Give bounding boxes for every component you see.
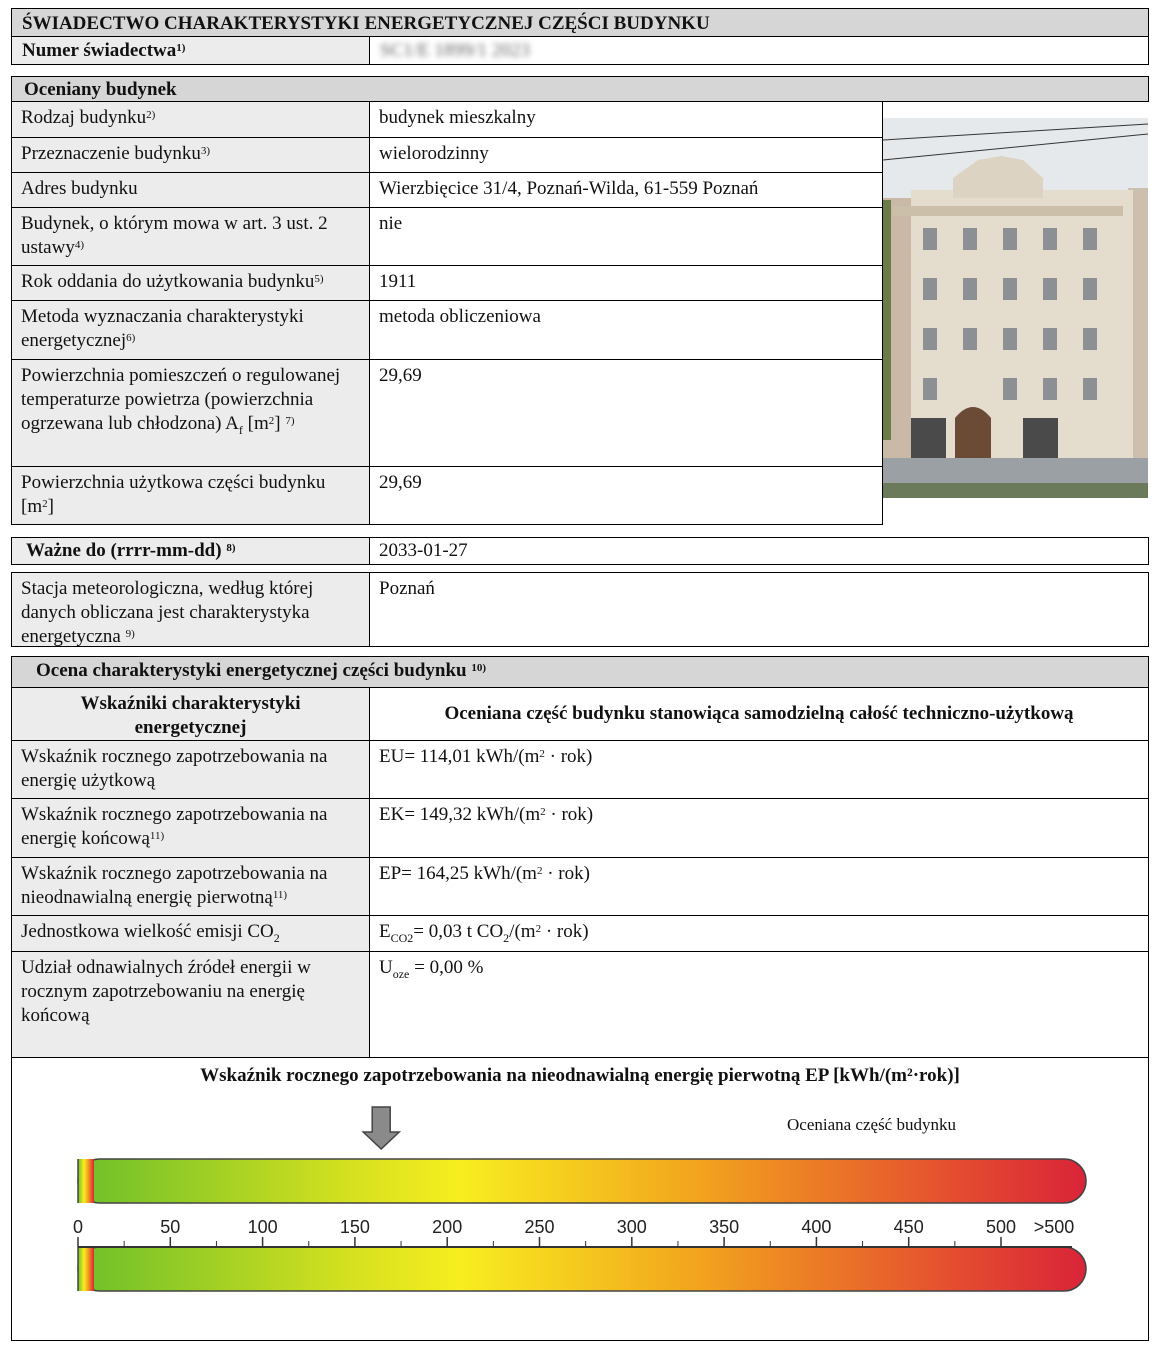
building-row-value: Wierzbięcice 31/4, Poznań-Wilda, 61-559 Poznań [379,178,759,199]
indicator-label: Wskaźnik rocznego zapotrzebowania na energię użytkową [12,741,369,798]
validity-row [11,537,1149,565]
scale-tick-label: 50 [160,1217,181,1237]
scale-tick-label: 150 [339,1217,370,1237]
assessment-col1-header: Wskaźniki charakterystyki energetycznej [12,688,369,740]
building-section-header [11,76,1149,102]
certificate-number-row [11,36,1149,65]
building-row-label: Powierzchnia pomieszczeń o regulowanej temperaturze powietrza (powierzchnia ogrzewana lub chłodzona) $A_f$ $[m^2]$ $^{7)}$ [12,360,369,466]
indicator-value: EP= 164,25 kWh/$(m^2 \cdot rok)$ [379,863,590,884]
certificate-number-label: Numer świadectwa$^{1)}$ [12,37,369,64]
weather-station-value: Poznań [379,578,435,599]
building-row-label: Powierzchnia użytkowa części budynku $[m^2]$ [12,467,369,524]
scale-tick-label: 450 [893,1217,924,1237]
building-photo [883,118,1148,498]
building-row-value: metoda obliczeniowa [379,306,541,327]
building-row-value: nie [379,213,403,234]
building-row-value: wielorodzinny [379,143,489,164]
ep-scale-bar-top [78,1159,1086,1203]
indicator-value: $U_{oze} = 0,00$ % [379,957,484,981]
assessment-col2-header: Oceniana część budynku stanowiąca samodzielną całość techniczno-użytkową [444,703,1074,724]
building-row-label: Metoda wyznaczania charakterystyki energetycznej$^{6)}$ [12,301,369,359]
building-row-value: 29,69 [379,365,422,386]
validity-value: 2033-01-27 [379,540,468,561]
indicator-label: Wskaźnik rocznego zapotrzebowania na energię końcową$^{11)}$ [12,799,369,857]
building-row-value: 1911 [379,271,417,292]
certificate-title-box [11,8,1149,37]
scale-tick-label: 100 [247,1217,278,1237]
building-row-label: Adres budynku [12,173,369,207]
weather-station-label: Stacja meteorologiczna, według której danych obliczana jest charakterystyka energetyczna $^{9)}$ [12,573,369,646]
building-row-label: Budynek, o którym mowa w art. 3 ust. 2 ustawy$^{4)}$ [12,208,369,265]
scale-tick-label: 300 [616,1217,647,1237]
ep-scale-bar-bottom [78,1247,1086,1291]
building-row-label: Rok oddania do użytkowania budynku$^{5)}$ [12,266,369,300]
chart-title: Wskaźnik rocznego zapotrzebowania na nieodnawialną energię pierwotną EP [kWh/(m²·rok)] [200,1065,960,1086]
scale-tick-label: 200 [432,1217,463,1237]
indicator-value: EK= 149,32 kWh/$(m^2 \cdot rok)$ [379,804,594,825]
validity-label: Ważne do (rrrr-mm-dd) $^{8)}$ [12,538,369,564]
building-row-value: 29,69 [379,472,422,493]
certificate-title: ŚWIADECTWO CHARAKTERYSTYKI ENERGETYCZNEJ CZĘŚCI BUDYNKU [22,13,710,34]
scale-tick-label: 350 [709,1217,740,1237]
chart-legend: Oceniana część budynku [787,1115,956,1134]
indicator-label: Udział odnawialnych źródeł energii w rocznym zapotrzebowaniu na energię końcową [12,952,369,1057]
indicator-value: $E_{CO2}= 0,03$ t $CO_2/(m^2 \cdot rok)$ [379,921,589,945]
indicator-value: EU= 114,01 kWh/$(m^2 \cdot rok)$ [379,746,593,767]
building-row-label: Przeznaczenie budynku$^{3)}$ [12,138,369,172]
certificate-number-value: SC1/E 1899/1 2023 [380,40,530,61]
scale-tick-label: >500 [1033,1217,1075,1237]
building-table [11,101,883,525]
building-section-title: Oceniany budynek [24,79,177,100]
building-row-label: Rodzaj budynku$^{2)}$ [12,102,369,137]
ep-value-marker-arrow [363,1107,399,1149]
ep-scale-chart [12,1057,1148,1337]
assessment-section [11,656,1149,1341]
indicator-label: Jednostkowa wielkość emisji $CO_2$ [12,916,369,951]
weather-station-row [11,572,1149,647]
assessment-section-header: Ocena charakterystyki energetycznej części budynku $^{10)}$ [12,657,1148,687]
indicator-label: Wskaźnik rocznego zapotrzebowania na nieodnawialną energię pierwotną$^{11)}$ [12,858,369,915]
scale-tick-label: 400 [801,1217,832,1237]
scale-tick-label: 500 [985,1217,1017,1237]
scale-tick-label: 250 [524,1217,555,1237]
building-row-value: budynek mieszkalny [379,107,536,128]
scale-tick-label: 0 [72,1217,84,1237]
